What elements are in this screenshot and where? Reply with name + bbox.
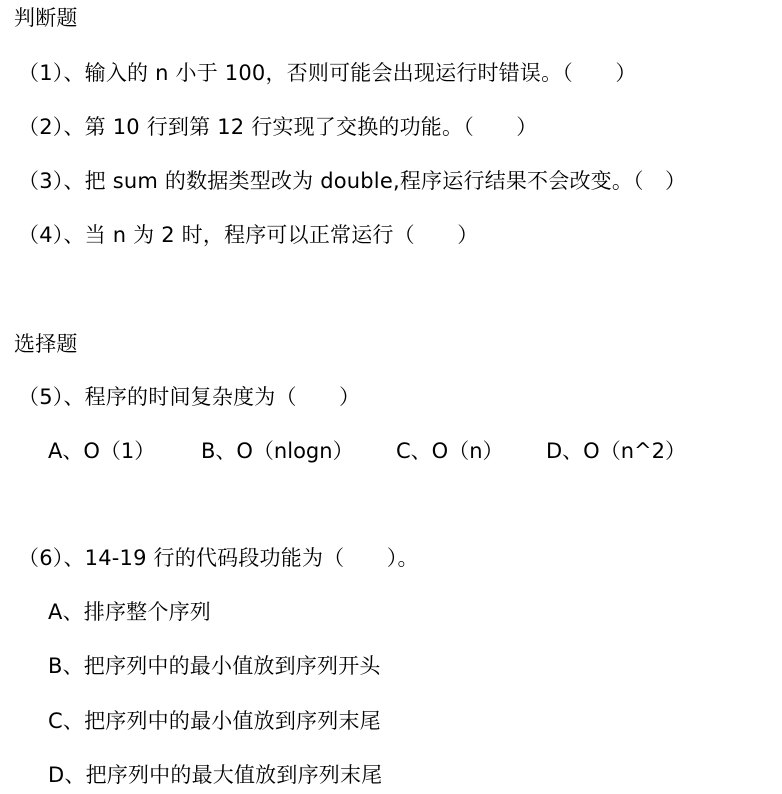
q6-option-d: D、把序列中的最大值放到序列末尾 bbox=[48, 763, 383, 787]
q5-option-b: B、O（nlogn） bbox=[201, 439, 354, 463]
judgment-question-1: （1）、输入的 n 小于 100，否则可能会出现运行时错误。（ ） bbox=[18, 61, 637, 85]
judgment-section-title: 判断题 bbox=[14, 6, 78, 30]
q6-option-c: C、把序列中的最小值放到序列末尾 bbox=[48, 709, 381, 733]
q5-option-d: D、O（n^2） bbox=[546, 439, 686, 463]
choice-section-title: 选择题 bbox=[14, 332, 78, 356]
judgment-question-3: （3）、把 sum 的数据类型改为 double,程序运行结果不会改变。（ ） bbox=[18, 169, 687, 193]
q5-option-c: C、O（n） bbox=[396, 439, 504, 463]
choice-question-6: （6）、14-19 行的代码段功能为（ ）。 bbox=[18, 546, 419, 570]
choice-question-5: （5）、程序的时间复杂度为（ ） bbox=[18, 385, 361, 409]
q6-option-b: B、把序列中的最小值放到序列开头 bbox=[48, 654, 381, 678]
q5-option-a: A、O（1） bbox=[48, 439, 156, 463]
judgment-question-2: （2）、第 10 行到第 12 行实现了交换的功能。（ ） bbox=[18, 115, 538, 139]
judgment-question-4: （4）、当 n 为 2 时，程序可以正常运行（ ） bbox=[18, 223, 479, 247]
q6-option-a: A、排序整个序列 bbox=[48, 600, 211, 624]
